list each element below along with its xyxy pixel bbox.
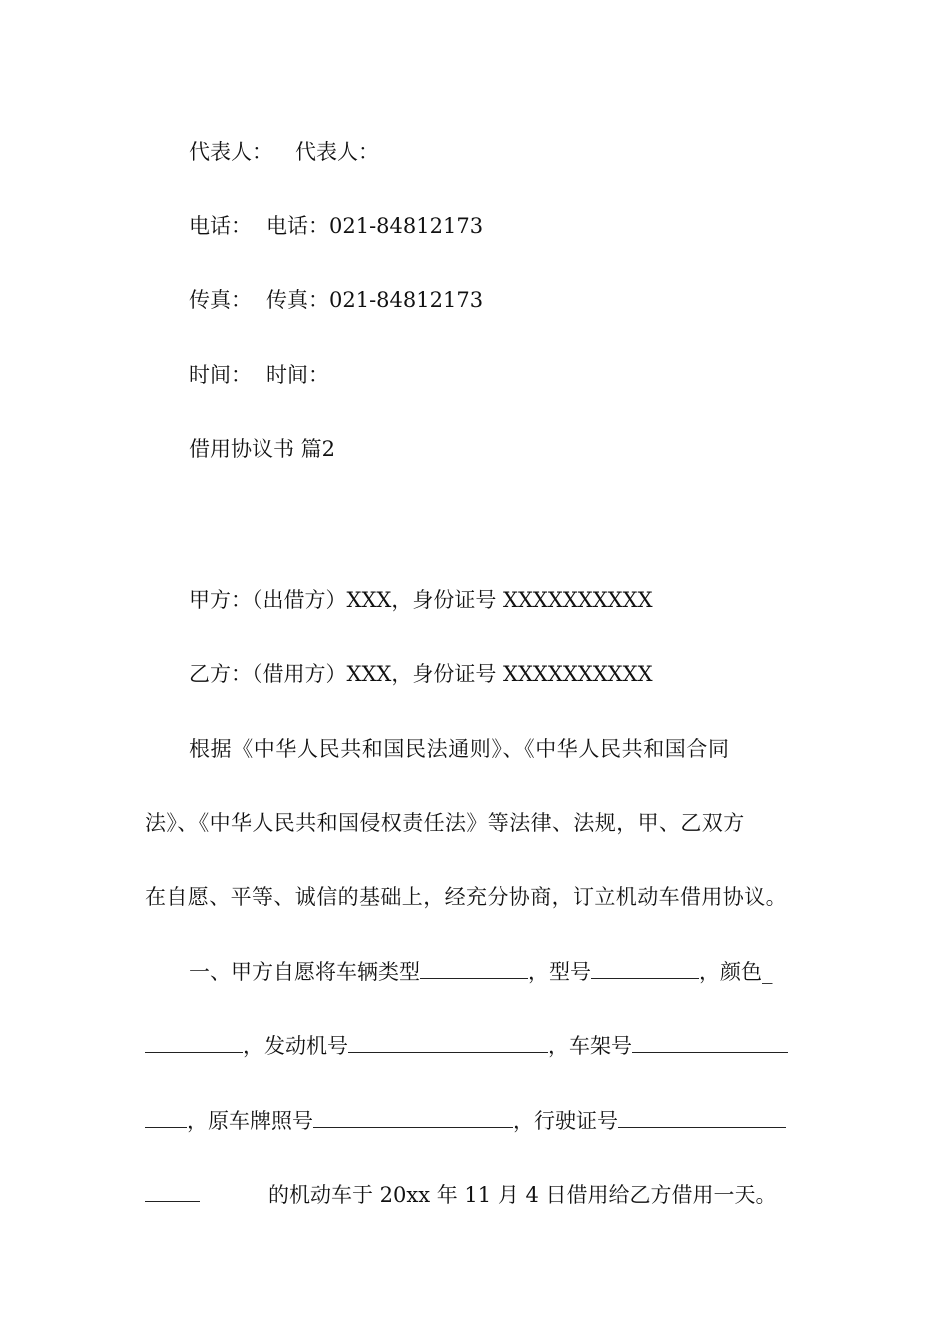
representative-b-label: 代表人： xyxy=(295,140,379,164)
paragraph-1-line-3: 在自愿、平等、诚信的基础上，经充分协商，订立机动车借用协议。 xyxy=(145,885,787,909)
clause-1-line-2 xyxy=(145,1032,788,1060)
frame-number-blank xyxy=(632,1032,788,1053)
vehicle-type-blank xyxy=(420,958,528,979)
clause-1-model-label: ，型号 xyxy=(528,960,591,984)
clause-1-plate-number-label: ，原车牌照号 xyxy=(187,1109,313,1133)
license-number-blank-cont xyxy=(145,1181,200,1202)
phone-b-value: 电话：021-84812173 xyxy=(266,214,484,238)
color-blank xyxy=(145,1032,243,1053)
paragraph-1-line-1: 根据《中华人民共和国民法通则》、《中华人民共和国合同 xyxy=(189,737,730,761)
fax-a-label: 传真： xyxy=(189,288,252,312)
frame-number-blank-cont xyxy=(145,1107,187,1128)
representative-line xyxy=(189,138,379,166)
model-blank xyxy=(591,958,699,979)
party-b-line: 乙方：（借用方）XXX，身份证号 XXXXXXXXXX xyxy=(189,662,653,686)
fax-b-value: 传真：021-84812173 xyxy=(266,288,484,312)
clause-1-line-3 xyxy=(145,1107,786,1135)
clause-1-line-4 xyxy=(145,1181,777,1209)
clause-1-license-number-label: ，行驶证号 xyxy=(513,1109,618,1133)
time-line xyxy=(189,361,329,389)
paragraph-1-line-2: 法》、《中华人民共和国侵权责任法》等法律、法规，甲、乙双方 xyxy=(145,811,745,835)
clause-1-color-label: ，颜色_ xyxy=(699,960,773,984)
party-a-line: 甲方：（出借方）XXX，身份证号 XXXXXXXXXX xyxy=(189,588,653,612)
phone-a-label: 电话： xyxy=(189,214,252,238)
representative-a-label: 代表人： xyxy=(189,140,273,164)
clause-1-vehicle-type-label: 一、甲方自愿将车辆类型 xyxy=(189,960,420,984)
engine-number-blank xyxy=(348,1032,548,1053)
time-a-label: 时间： xyxy=(189,363,252,387)
section-heading: 借用协议书 篇2 xyxy=(189,437,336,461)
plate-number-blank xyxy=(313,1107,513,1128)
phone-line xyxy=(189,212,483,240)
clause-1-line-1 xyxy=(189,958,773,986)
time-b-label: 时间： xyxy=(266,363,329,387)
clause-1-engine-number-label: ，发动机号 xyxy=(243,1034,348,1058)
clause-1-borrow-date-text: 的机动车于 20xx 年 11 月 4 日借用给乙方借用一天。 xyxy=(268,1183,777,1207)
clause-1-frame-number-label: ，车架号 xyxy=(548,1034,632,1058)
fax-line xyxy=(189,286,483,314)
license-number-blank xyxy=(618,1107,786,1128)
